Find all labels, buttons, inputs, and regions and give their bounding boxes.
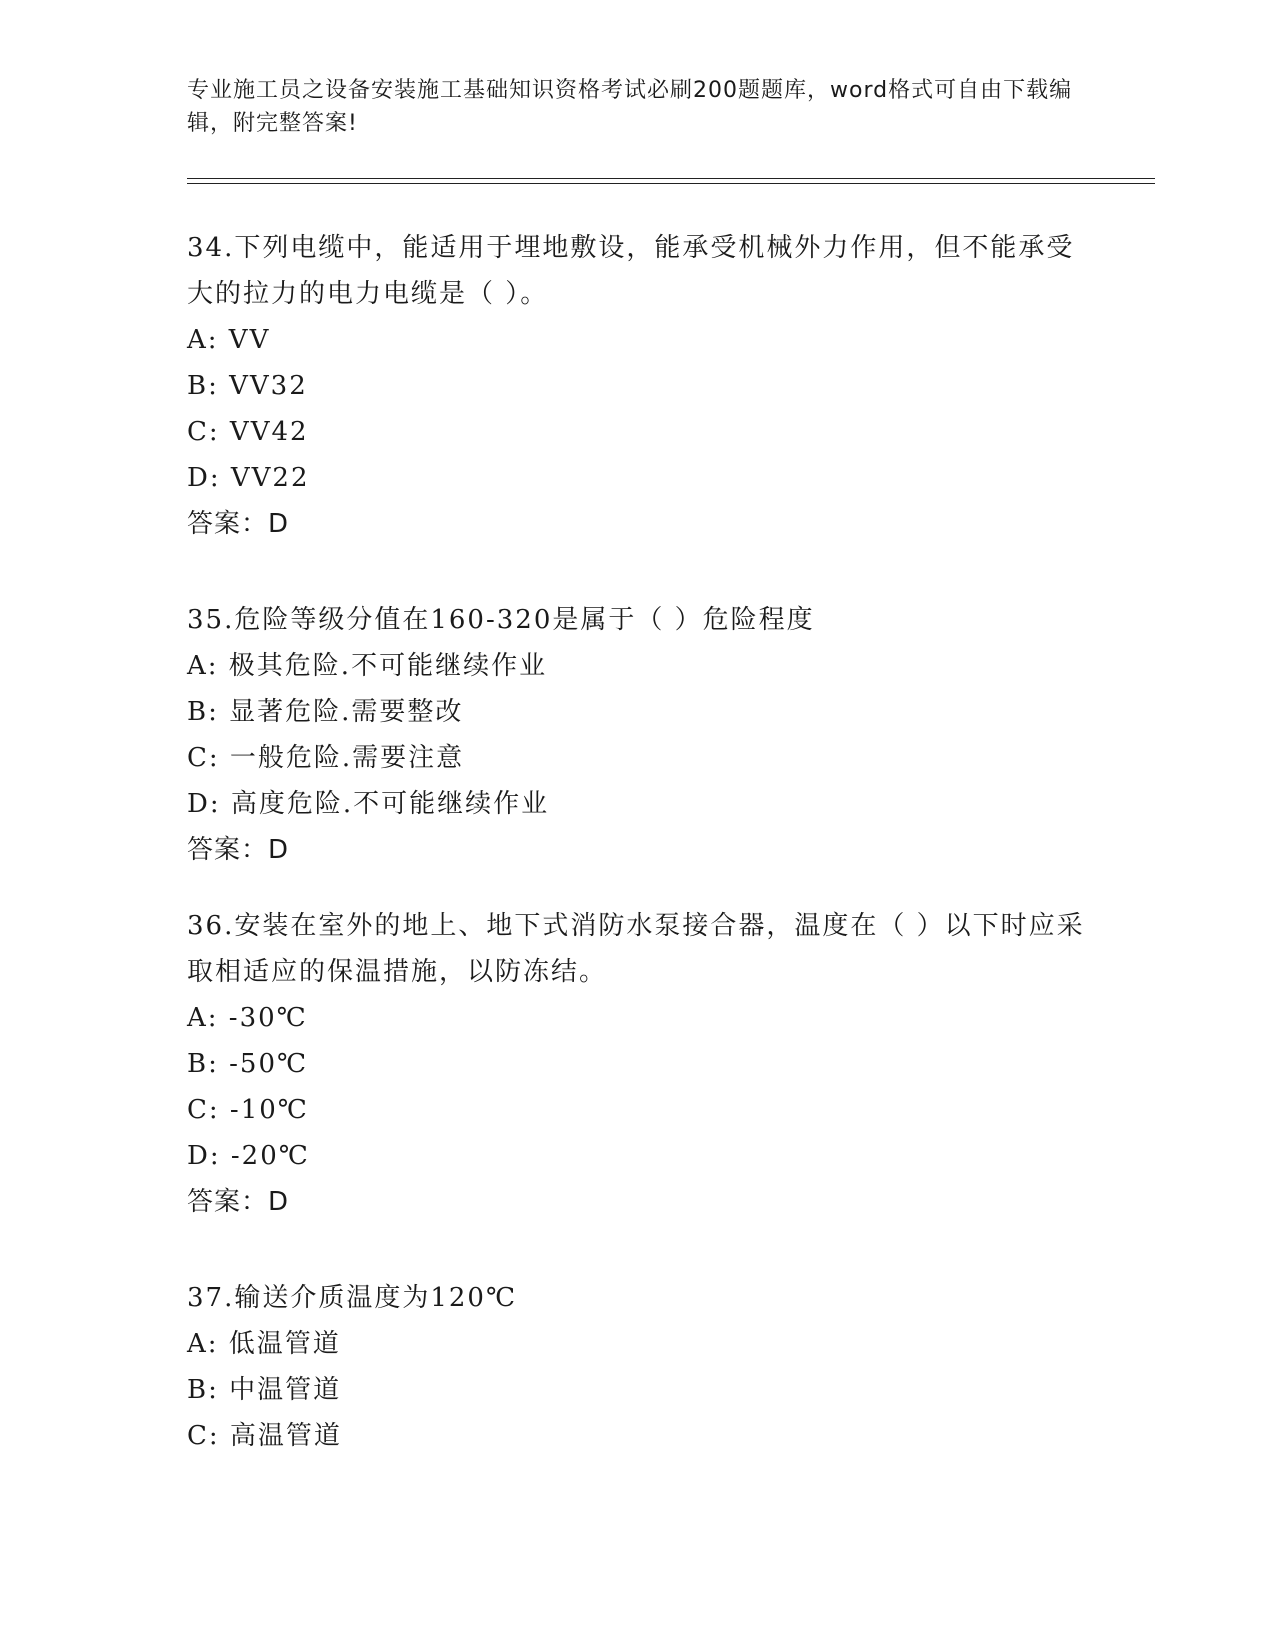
option-c: C: -10℃ (187, 1095, 309, 1125)
option-c: C: 高温管道 (187, 1421, 342, 1451)
option-a: A: VV (187, 325, 271, 355)
question-stem: 37.输送介质温度为120℃ (187, 1283, 518, 1313)
question-37 (187, 1275, 1087, 1459)
option-c: C: VV42 (187, 417, 309, 447)
option-d: D: VV22 (187, 463, 310, 493)
option-b: B: 显著危险.需要整改 (187, 697, 464, 727)
answer: 答案：D (187, 509, 290, 539)
header-divider-bottom (187, 183, 1155, 184)
question-36 (187, 903, 1087, 1225)
option-a: A: 极其危险.不可能继续作业 (187, 651, 548, 681)
option-b: B: -50℃ (187, 1049, 309, 1079)
option-b: B: 中温管道 (187, 1375, 342, 1405)
header-divider-top (187, 178, 1155, 179)
option-a: A: 低温管道 (187, 1329, 341, 1359)
question-stem: 36.安装在室外的地上、地下式消防水泵接合器，温度在（ ）以下时应采取相适应的保温措施，以防冻结。 (187, 911, 1085, 987)
question-34 (187, 225, 1087, 547)
question-stem: 34.下列电缆中，能适用于埋地敷设，能承受机械外力作用，但不能承受大的拉力的电力电缆是（ ）。 (187, 233, 1075, 309)
option-b: B: VV32 (187, 371, 308, 401)
answer: 答案：D (187, 835, 290, 865)
option-a: A: -30℃ (187, 1003, 308, 1033)
option-d: D: -20℃ (187, 1141, 310, 1171)
document-header: 专业施工员之设备安装施工基础知识资格考试必刷200题题库，word格式可自由下载编辑，附完整答案! (187, 78, 1073, 136)
question-35 (187, 597, 1087, 873)
question-stem: 35.危险等级分值在160-320是属于（ ）危险程度 (187, 605, 815, 635)
option-d: D: 高度危险.不可能继续作业 (187, 789, 550, 819)
option-c: C: 一般危险.需要注意 (187, 743, 465, 773)
answer: 答案：D (187, 1187, 290, 1217)
